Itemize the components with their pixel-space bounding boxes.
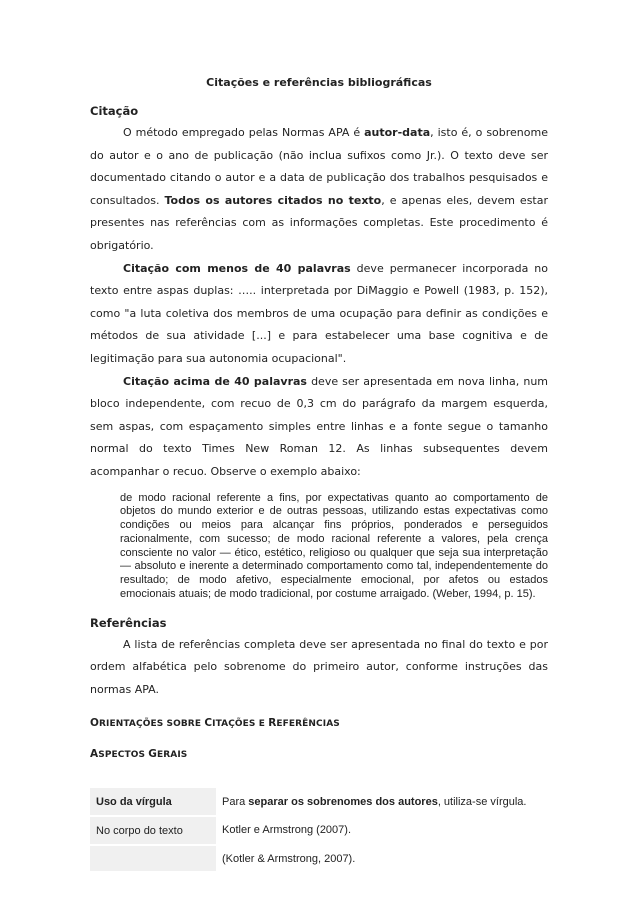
table-label-uso-virgula: Uso da vírgula — [90, 788, 216, 816]
paragraph-citacao-curta: Citação com menos de 40 palavras deve permanecer incorporada no texto entre aspas duplas: ….. interpretada por DiMaggio e Powell (1983, p. 152), como "a luta coletiva dos membros de uma ocupação para definir as condições e métodos de sua atividade [...] e para estabelecer uma base cognitiva e de legitimação para sua autonomia ocupacional". — [90, 261, 548, 365]
block-quote: de modo racional referente a fins, por expectativas quanto ao comportamento de objetos do mundo exterior e de outras pessoas, utilizando estas expectativas como condições ou meios para alcançar fins próprios, ponderados e perseguidos racionalmente, com sucesso; de modo racional referente a valores, pela crença consciente no valor — ético, estético, religioso ou qualquer que seja sua interpretação — absoluto e inerente a determinado comportamento como tal, independentemente do resultado; de modo afetivo, especialmente emocional, por afetos ou estados emocionais atuais; de modo tradicional, por costume arraigado. (Weber, 1994, p. 15). — [120, 491, 548, 601]
section-heading-referencias: Referências — [90, 615, 167, 630]
heading-aspectos-gerais: ASPECTOS GERAIS — [90, 747, 188, 760]
table-label-corpo-texto: No corpo do texto — [90, 816, 216, 845]
table-value-parenteses: (Kotler & Armstrong, 2007). — [222, 852, 356, 865]
document-title: Citações e referências bibliográficas — [206, 76, 432, 89]
paragraph-metodo: O método empregado pelas Normas APA é autor-data, isto é, o sobrenome do autor e o ano de publicação (não inclua sufixos como Jr.). O texto deve ser documentado citando o autor e a data de publicação dos trabalhos pesquisados e consultados. Todos os autores citados no texto, e apenas eles, devem estar presentes nas referências com as informações completas. Este procedimento é obrigatório. — [90, 126, 549, 252]
section-heading-citacao: Citação — [90, 104, 139, 118]
table-label-empty — [90, 845, 216, 872]
document-page — [90, 76, 548, 873]
table-row — [90, 788, 548, 816]
table-row — [90, 816, 548, 845]
paragraph-citacao-longa: Citação acima de 40 palavras deve ser apresentada em nova linha, num bloco independente, com recuo de 0,3 cm do parágrafo da margem esquerda, sem aspas, com espaçamento simples entre linhas e a fonte segue o tamanho normal do texto Times New Roman 12. As linhas subsequentes devem acompanhar o recuo. Observe o exemplo abaixo: — [90, 374, 549, 478]
table-value-uso-virgula: Para separar os sobrenomes dos autores, utiliza-se vírgula. — [222, 795, 527, 808]
paragraph-referencias: A lista de referências completa deve ser apresentada no final do texto e por ordem alfabética pelo sobrenome do primeiro autor, conforme instruções das normas APA. — [90, 637, 548, 697]
heading-orientacoes: ORIENTAÇÕES SOBRE CITAÇÕES E REFERÊNCIAS — [90, 716, 340, 729]
table-row — [90, 845, 548, 872]
aspectos-table — [90, 788, 548, 873]
table-value-corpo-texto: Kotler e Armstrong (2007). — [222, 823, 352, 836]
